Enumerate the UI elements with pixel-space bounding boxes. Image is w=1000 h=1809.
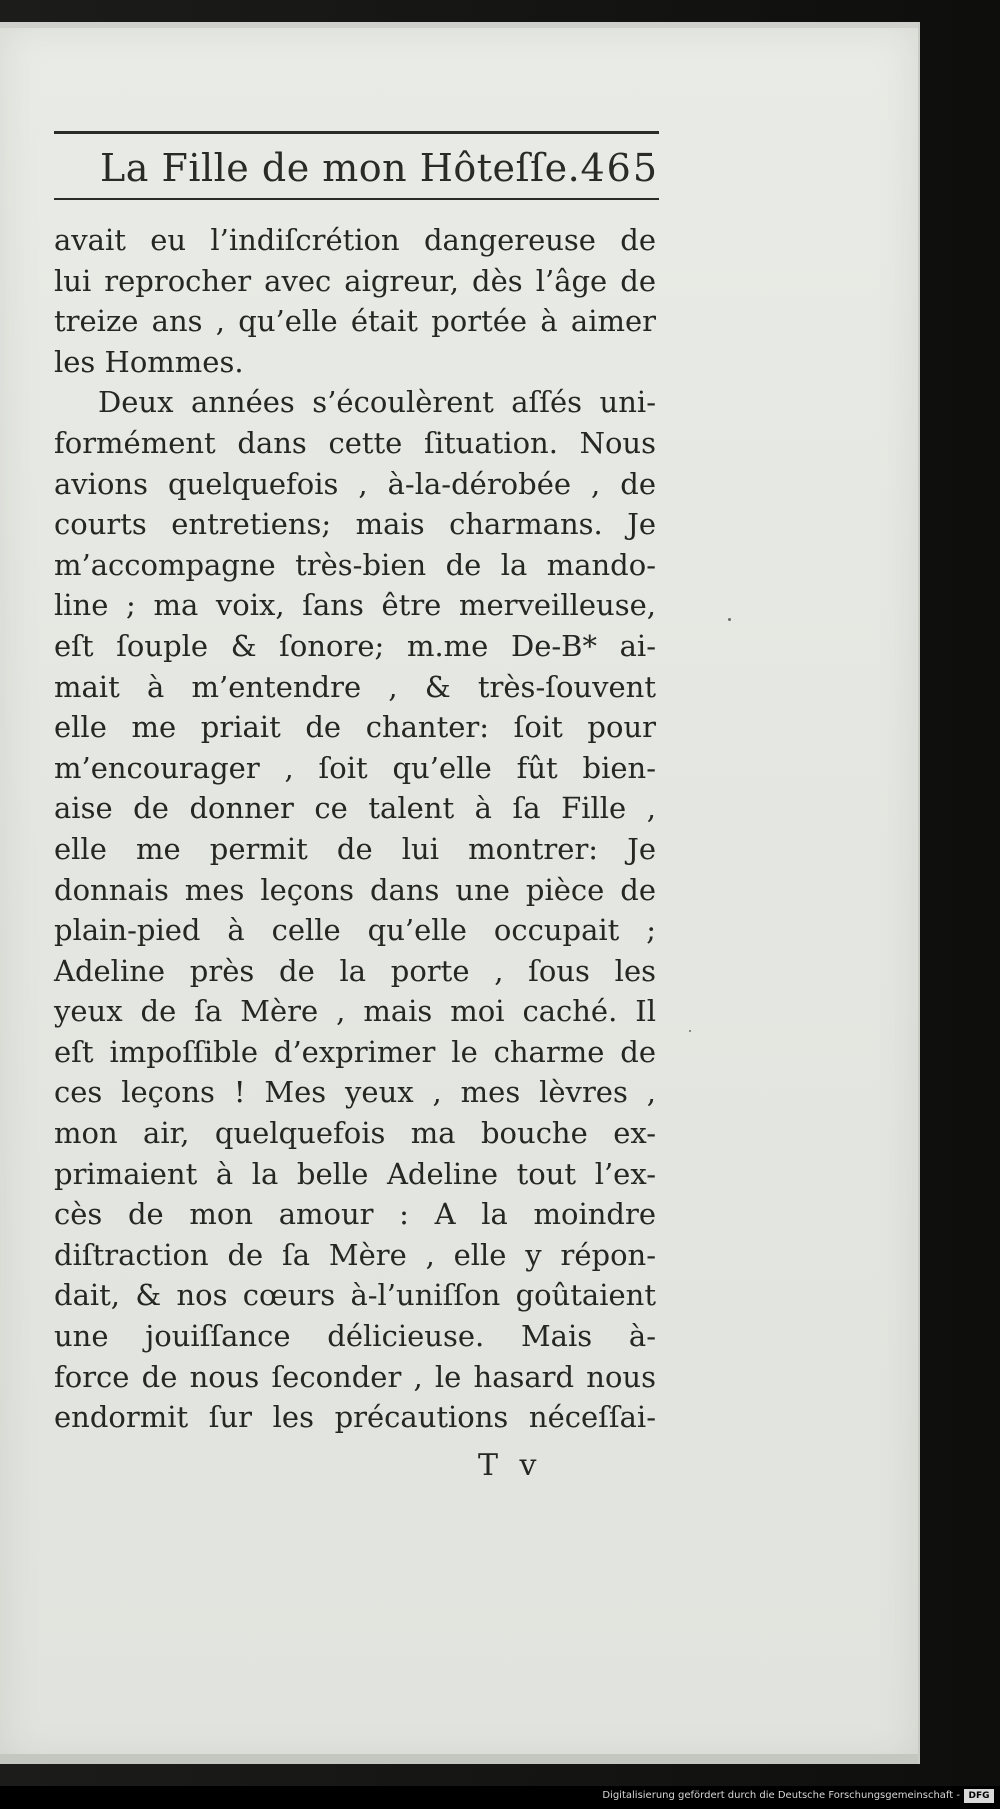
text-line: eſt ſouple & ſonore; m.me De-B* ai- bbox=[54, 628, 656, 663]
page-number: 465 bbox=[580, 146, 659, 190]
text-line: m’encourager , ſoit qu’elle fût bien- bbox=[54, 750, 656, 785]
header-rule-bottom bbox=[54, 198, 659, 200]
text-line: avions quelquefois , à-la-dérobée , de bbox=[54, 466, 656, 501]
text-line: courts entretiens; mais charmans. Je bbox=[54, 507, 656, 542]
running-head bbox=[54, 142, 659, 198]
paper-speck bbox=[728, 618, 731, 621]
text-line: primaient à la belle Adeline tout l’ex- bbox=[54, 1156, 656, 1191]
text-line: les Hommes. bbox=[54, 344, 244, 379]
text-line: line ; ma voix, ſans être merveilleuse, bbox=[54, 588, 656, 623]
text-line: aise de donner ce talent à ſa Fille , bbox=[54, 791, 656, 826]
text-line: cès de mon amour : A la moindre bbox=[54, 1197, 656, 1232]
text-line: donnais mes leçons dans une pièce de bbox=[54, 872, 656, 907]
text-line: formément dans cette ſituation. Nous bbox=[54, 425, 656, 460]
text-line: mait à m’entendre , & très-ſouvent bbox=[54, 669, 656, 704]
running-title: La Fille de mon Hôteſſe. bbox=[100, 146, 581, 190]
text-line: avait eu l’indiſcrétion dangereuse de bbox=[54, 223, 656, 257]
dfg-logo-icon: DFG bbox=[964, 1789, 994, 1803]
text-line: plain-pied à celle qu’elle occupait ; bbox=[54, 913, 656, 948]
signature-mark: T v bbox=[478, 1448, 543, 1483]
text-line: elle me permit de lui montrer: Je bbox=[54, 831, 656, 866]
text-line: une jouiſſance délicieuse. Mais à- bbox=[54, 1319, 656, 1354]
text-line: m’accompagne très-bien de la mando- bbox=[54, 547, 656, 582]
text-line: dait, & nos cœurs à-l’uniſſon goûtaient bbox=[54, 1278, 656, 1313]
text-line: Deux années s’écoulèrent aſſés uni- bbox=[98, 385, 656, 420]
page-top-edge bbox=[0, 22, 918, 28]
text-line: Adeline près de la porte , ſous les bbox=[54, 953, 656, 988]
text-line: diſtraction de ſa Mère , elle y répon- bbox=[54, 1237, 656, 1272]
text-line: force de nous ſeconder , le hasard nous bbox=[54, 1359, 656, 1394]
page-bottom-edge bbox=[0, 1754, 918, 1764]
header-rule-top bbox=[54, 131, 659, 134]
text-line: endormit ſur les précautions néceſſai- bbox=[54, 1400, 656, 1435]
text-line: mon air, quelquefois ma bouche ex- bbox=[54, 1116, 656, 1151]
text-line: eſt impoſſible d’exprimer le charme de bbox=[54, 1034, 656, 1069]
paper-speck bbox=[689, 1030, 691, 1032]
text-line: lui reprocher avec aigreur, dès l’âge de bbox=[54, 263, 656, 298]
text-line: ces leçons ! Mes yeux , mes lèvres , bbox=[54, 1075, 656, 1110]
text-line: yeux de ſa Mère , mais moi caché. Il bbox=[54, 994, 656, 1029]
text-line: elle me priait de chanter: ſoit pour bbox=[54, 710, 656, 745]
text-line: treize ans , qu’elle était portée à aimer bbox=[54, 304, 656, 339]
body-text bbox=[54, 220, 656, 1438]
footer-credit: Digitalisierung gefördert durch die Deutsche Forschungsgemeinschaft - bbox=[602, 1790, 960, 1801]
